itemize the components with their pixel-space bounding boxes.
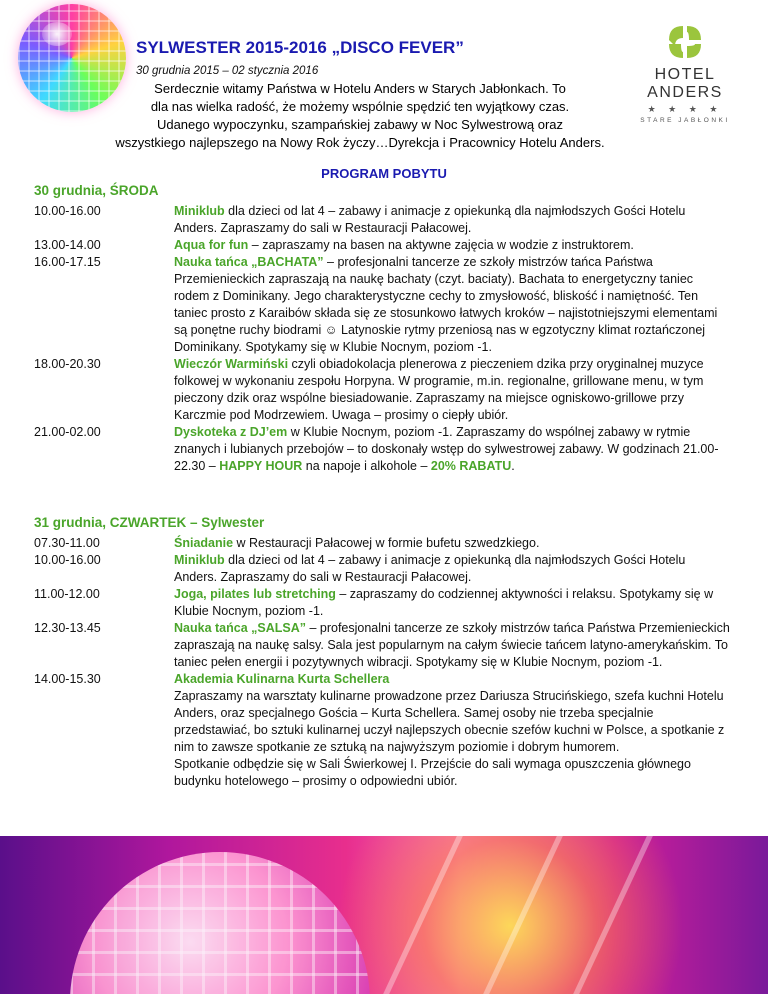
welcome-line: wszystkiego najlepszego na Nowy Rok życzy…Dyrekcja i Pracownicy Hotelu Anders.	[115, 135, 605, 150]
entry-description	[174, 356, 730, 424]
entry-text: w Klubie Nocnym, poziom -1. Zapraszamy do wspólnej zabawy w rytmie znanych i lubianych przebojów – to doskonały wstęp do sylwestrowej zabawy. W godzinach 21.00-22.30 –	[174, 425, 719, 473]
highlighted-text: Akademia Kulinarna Kurta Schellera	[174, 672, 390, 686]
highlighted-text: Miniklub	[174, 553, 225, 567]
highlighted-text: Wieczór Warmiński	[174, 357, 289, 371]
hotel-logo	[622, 22, 748, 124]
hotel-location: STARE JABŁONKI	[640, 117, 730, 124]
event-dates: 30 grudnia 2015 – 02 stycznia 2016	[136, 65, 319, 77]
entry-description	[174, 620, 730, 671]
entry-text: na napoje i alkohole –	[302, 459, 431, 473]
entry-time: 18.00-20.30	[34, 357, 101, 371]
highlighted-text: Miniklub	[174, 204, 225, 218]
highlighted-text: Śniadanie	[174, 536, 234, 550]
schedule-entry	[34, 203, 734, 237]
day-heading: 30 grudnia, ŚRODA	[34, 183, 159, 198]
hotel-stars: ★ ★ ★ ★	[647, 104, 723, 114]
entry-text: dla dzieci od lat 4 – zabawy i animacje z opiekunką dla najmłodszych Gości Hotelu Anders. Zapraszamy do sali w Restauracji Pałacowej.	[174, 204, 686, 235]
highlighted-text: 20% RABATU	[430, 459, 512, 473]
welcome-line: Udanego wypoczynku, szampańskiej zabawy w Noc Sylwestrową oraz	[156, 117, 564, 132]
entry-time: 13.00-14.00	[34, 238, 101, 252]
schedule-entry	[34, 237, 734, 254]
entry-time: 11.00-12.00	[34, 587, 100, 601]
schedule-entry	[34, 671, 734, 790]
day-schedule	[34, 203, 734, 475]
welcome-text	[60, 80, 660, 152]
entry-text: Spotkanie odbędzie się w Sali Świerkowej I. Przejście do sali wymaga opuszczenia głównego budynku hotelowego – prosimy o odpowiedni ubiór.	[174, 757, 691, 788]
schedule-entry	[34, 552, 734, 586]
entry-description	[174, 671, 730, 790]
entry-description	[174, 203, 730, 237]
entry-description	[174, 535, 730, 552]
schedule-entry	[34, 254, 734, 356]
schedule-entry	[34, 620, 734, 671]
entry-description	[174, 237, 730, 254]
entry-time: 10.00-16.00	[34, 204, 101, 218]
highlighted-text: Aqua for fun	[174, 238, 249, 252]
highlighted-text: Nauka tańca „BACHATA”	[174, 255, 324, 269]
entry-time: 12.30-13.45	[34, 621, 101, 635]
entry-text: Zapraszamy na warsztaty kulinarne prowadzone przez Dariusza Strucińskiego, szefa kuchni Hotelu Anders, oraz specjalnego Gościa – Kurta Schellera. Samej osoby nie trzeba specjalnie przedstawiać, bo sztuki kulinarnej uczył najlepszych obecnie szefów kuchni w Polsce, a spotkanie z nim to zawsze spotkanie ze sztuką na najwyższym poziomie i dobrym humorem.	[174, 689, 725, 754]
page-title: SYLWESTER 2015-2016 „DISCO FEVER”	[136, 38, 464, 57]
hotel-emblem-icon	[665, 22, 705, 62]
entry-text: – profesjonalni tancerze ze szkoły mistrzów tańca Państwa Przemienieckich zapraszają na naukę salsy. Sala jest popularnym na całym świecie tańcem latyno-amerykańskim. To taniec pełen energii i pozytywnych wibracji. Spotykamy się w Klubie Nocnym, poziom -1.	[174, 621, 730, 669]
schedule-entry	[34, 586, 734, 620]
highlighted-text: Joga, pilates lub stretching	[174, 587, 336, 601]
entry-time: 14.00-15.30	[34, 672, 101, 686]
day-heading: 31 grudnia, CZWARTEK – Sylwester	[34, 515, 265, 530]
welcome-line: dla nas wielka radość, że możemy wspólnie spędzić ten wyjątkowy czas.	[150, 99, 570, 114]
schedule-entry	[34, 424, 734, 475]
entry-description	[174, 552, 730, 586]
schedule-entry	[34, 356, 734, 424]
day-schedule	[34, 535, 734, 790]
disco-banner-image	[0, 836, 768, 994]
highlighted-text: Dyskoteka z DJ’em	[174, 425, 288, 439]
entry-text: czyli obiadokolacja plenerowa z pieczeniem dzika przy oryginalnej muzyce folkowej w wykonaniu zespołu Horpyna. W programie, m.in. regionalne, grillowane menu, w tym pieczony dzik oraz wspólne biesiadowanie. Zapraszamy na miejsce ogniskowo-grillowe przy Karczmie pod Modrzewiem. Uwaga – prosimy o ciepły ubiór.	[174, 357, 704, 422]
entry-text: – zapraszamy do codziennej aktywności i relaksu. Spotykamy się w Klubie Nocnym, poziom -1.	[174, 587, 714, 618]
entry-text: – profesjonalni tancerze ze szkoły mistrzów tańca Państwa Przemienieckich zapraszają na naukę bachaty (czyt. baciaty). Bachata to energetyczny taniec rodem z Dominikany. Jego charakterystyczne cechy to zmysłowość, bliskość i namiętność. Ten taniec prosto z Karaibów składa się ze stosunkowo łatwych kroków – najistotniejszymi elementami są ponętne ruchy biodrami ☺ Latynoskie rytmy przeniosą nas w egzotyczny klimat roztańczonej Dominikany. Spotykamy się w Klubie Nocnym, poziom -1.	[174, 255, 718, 354]
entry-text: w Restauracji Pałacowej w formie bufetu szwedzkiego.	[233, 536, 540, 550]
entry-text: – zapraszamy na basen na aktywne zajęcia w wodzie z instruktorem.	[248, 238, 634, 252]
entry-time: 21.00-02.00	[34, 425, 101, 439]
entry-time: 16.00-17.15	[34, 255, 101, 269]
highlighted-text: HAPPY HOUR	[219, 459, 303, 473]
entry-description	[174, 586, 730, 620]
entry-time: 10.00-16.00	[34, 553, 101, 567]
entry-time: 07.30-11.00	[34, 536, 100, 550]
highlighted-text: Nauka tańca „SALSA”	[174, 621, 306, 635]
schedule-entry	[34, 535, 734, 552]
entry-description	[174, 424, 730, 475]
program-title: PROGRAM POBYTU	[321, 166, 447, 181]
hotel-name: HOTEL ANDERS	[647, 66, 723, 101]
entry-description	[174, 254, 730, 356]
welcome-line: Serdecznie witamy Państwa w Hotelu Anders w Starych Jabłonkach. To	[154, 81, 566, 96]
entry-text: .	[511, 459, 515, 473]
entry-text: dla dzieci od lat 4 – zabawy i animacje z opiekunką dla najmłodszych Gości Hotelu Anders. Zapraszamy do sali w Restauracji Pałacowej.	[174, 553, 686, 584]
